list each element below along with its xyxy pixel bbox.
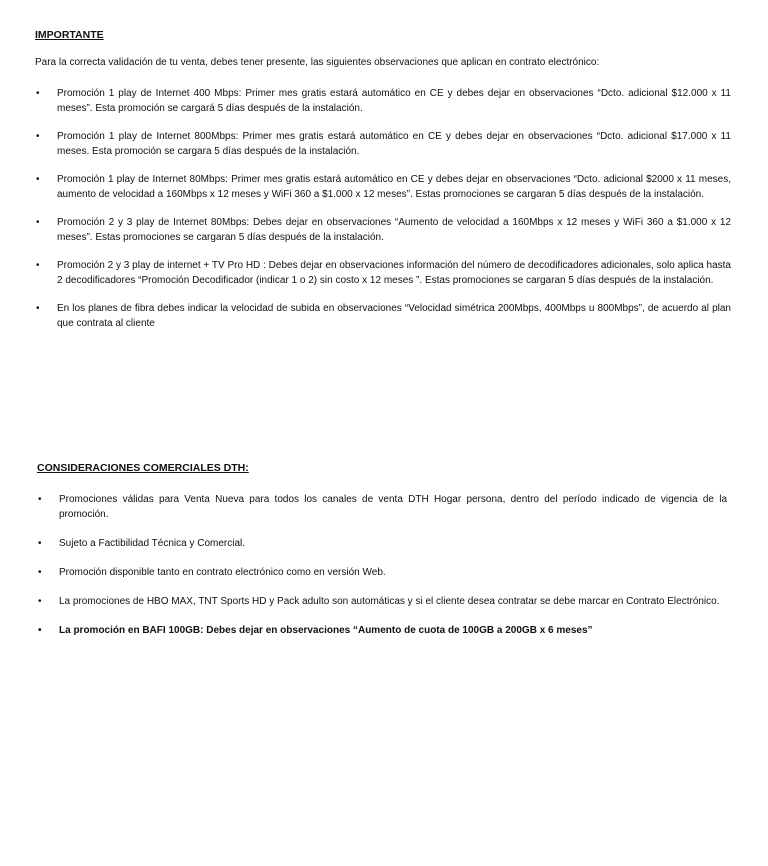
list-item	[35, 215, 731, 245]
bullet-icon: •	[38, 625, 42, 636]
bullet-icon: •	[38, 494, 42, 505]
bullet-icon: •	[36, 260, 40, 271]
list-item-text: La promoción en BAFI 100GB: Debes dejar en observaciones “Aumento de cuota de 100GB a 200GB x 6 meses”	[59, 625, 593, 636]
list-item-text: Promoción 1 play de Internet 400 Mbps: Primer mes gratis estará automático en CE y debes dejar en observaciones “Dcto. adicional $12.000 x 11 meses”. Esta promoción se cargará 5 días después de la instalación.	[57, 88, 731, 114]
list-item-text: Promoción 2 y 3 play de Internet 80Mbps: Debes dejar en observaciones “Aumento de velocidad a 160Mbps x 12 meses y WiFi 360 a $1.000 x 12 meses”. Estas promociones se cargaran 5 días después de la instalación.	[57, 217, 731, 243]
list-item	[37, 492, 727, 522]
intro-paragraph: Para la correcta validación de tu venta, debes tener presente, las siguientes observaciones que aplican en contrato electrónico:	[35, 57, 600, 68]
bullet-icon: •	[38, 567, 42, 578]
list-item-text: Promoción disponible tanto en contrato electrónico como en versión Web.	[59, 567, 386, 578]
bullet-icon: •	[38, 538, 42, 549]
section-heading-dth: CONSIDERACIONES COMERCIALES DTH:	[37, 462, 249, 474]
list-item	[35, 86, 731, 116]
list-item	[37, 565, 727, 580]
list-item-text: La promociones de HBO MAX, TNT Sports HD y Pack adulto son automáticas y si el cliente desea contratar se debe marcar en Contrato Electrónico.	[59, 596, 720, 607]
list-item	[35, 258, 731, 288]
list-item	[37, 623, 727, 638]
section-heading-importante: IMPORTANTE	[35, 29, 104, 41]
list-item-text: En los planes de fibra debes indicar la velocidad de subida en observaciones “Velocidad simétrica 200Mbps, 400Mbps u 800Mbps”, de acuerdo al plan que contrata al cliente	[57, 303, 731, 329]
list-item-text: Promoción 1 play de Internet 80Mbps: Primer mes gratis estará automático en CE y debes dejar en observaciones “Dcto. adicional $2000 x 11 meses, aumento de velocidad a 160Mbps x 12 meses y WiFi 360 a $1.000 x 12 meses”. Estas promociones se cargaran 5 días después de la instalación.	[57, 174, 731, 200]
bullet-icon: •	[36, 217, 40, 228]
bullet-icon: •	[38, 596, 42, 607]
list-item-text: Promoción 2 y 3 play de internet + TV Pro HD : Debes dejar en observaciones información del número de decodificadores adicionales, solo aplica hasta 2 decodificadores “Promoción Decodificador (indicar 1 o 2) sin costo x 12 meses ”. Estas promociones se cargaran 5 días después de la instalación.	[57, 260, 731, 286]
bullet-icon: •	[36, 88, 40, 99]
list-item	[37, 536, 727, 551]
list-item	[35, 301, 731, 331]
list-item	[35, 172, 731, 202]
list-item	[35, 129, 731, 159]
list-item-text: Sujeto a Factibilidad Técnica y Comercial.	[59, 538, 246, 549]
bullet-icon: •	[36, 131, 40, 142]
bullet-icon: •	[36, 174, 40, 185]
list-item-text: Promoción 1 play de Internet 800Mbps: Primer mes gratis estará automático en CE y debes dejar en observaciones “Dcto. adicional $17.000 x 11 meses. Esta promoción se cargara 5 días después de la instalación.	[57, 131, 731, 157]
list-item	[37, 594, 727, 609]
dth-considerations-list	[37, 492, 727, 652]
list-item-text: Promociones válidas para Venta Nueva para todos los canales de venta DTH Hogar persona, dentro del período indicado de vigencia de la promoción.	[59, 494, 727, 520]
bullet-icon: •	[36, 303, 40, 314]
important-list	[35, 86, 731, 344]
